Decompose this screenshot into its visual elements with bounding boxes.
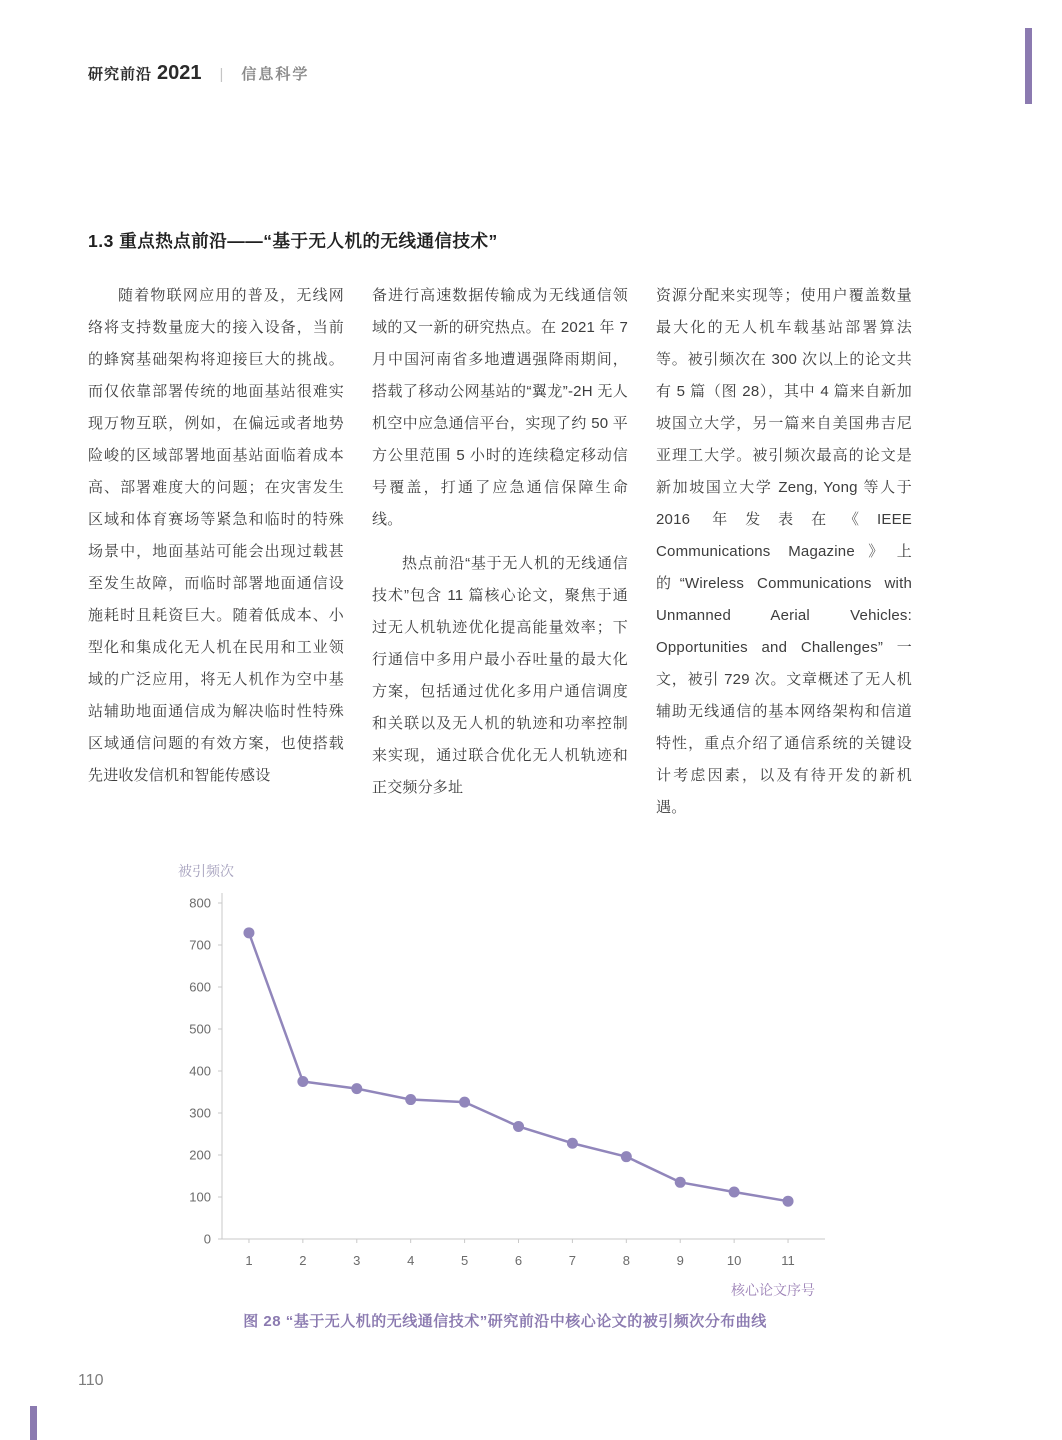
x-tick-label: 3	[353, 1253, 361, 1268]
body-paragraph: 资源分配来实现等；使用户覆盖数量最大化的无人机车载基站部署算法等。被引频次在 300 次以上的论文共有 5 篇（图 28），其中 4 篇来自新加坡国立大学，另一篇来自美国弗吉尼亚理工大学。被引频次最高的论文是新加坡国立大学 Zeng, Yong 等人于 2016 年发表在《IEEE Communications Magazine》上的“Wireless Communications with Unmanned Aerial Vehicles: Opportunities and Challenges” 一文，被引 729 次。文章概述了无人机辅助无线通信的基本网络架构和信道特性，重点介绍了通信系统的关键设计考虑因素，以及有待开发的新机遇。	[656, 287, 912, 816]
body-paragraph: 热点前沿“基于无人机的无线通信技术”包含 11 篇核心论文，聚焦于通过无人机轨迹优化提高能量效率；下行通信中多用户最小吞吐量的最大化方案，包括通过优化多用户通信调度和关联以及无人机的轨迹和功率控制来实现，通过联合优化无人机轨迹和正交频分多址	[372, 555, 628, 796]
text-column-2	[372, 280, 628, 824]
y-tick-label: 200	[189, 1147, 211, 1163]
data-point	[675, 1177, 686, 1188]
y-tick-label: 700	[189, 937, 211, 953]
figure-caption: 图 28 “基于无人机的无线通信技术”研究前沿中核心论文的被引频次分布曲线	[243, 1313, 767, 1330]
x-tick-label: 8	[622, 1253, 630, 1268]
y-tick-label: 500	[189, 1021, 211, 1037]
citation-chart	[150, 860, 850, 1300]
x-axis-title: 核心论文序号	[731, 1282, 815, 1298]
data-line	[249, 933, 788, 1201]
data-point	[513, 1121, 524, 1132]
y-tick-label: 400	[189, 1063, 211, 1079]
body-paragraph: 随着物联网应用的普及，无线网络将支持数量庞大的接入设备，当前的蜂窝基础架构将迎接巨大的挑战。而仅依靠部署传统的地面基站很难实现万物互联，例如，在偏远或者地势险峻的区域部署地面基站面临着成本高、部署难度大的问题；在灾害发生区域和体育赛场等紧急和临时的特殊场景中，地面基站可能会出现过载甚至发生故障，而临时部署地面通信设施耗时且耗资巨大。随着低成本、小型化和集成化无人机在民用和工业领域的广泛应用，将无人机作为空中基站辅助地面通信成为解决临时性特殊区域通信问题的有效方案，也使搭载先进收发信机和智能传感设	[88, 287, 344, 784]
x-tick-label: 1	[245, 1253, 253, 1268]
body-paragraph: 备进行高速数据传输成为无线通信领域的又一新的研究热点。在 2021 年 7 月中国河南省多地遭遇强降雨期间，搭载了移动公网基站的“翼龙”-2H 无人机空中应急通信平台，实现了约 50 平方公里范围 5 小时的连续稳定移动信号覆盖，打通了应急通信保障生命线。	[372, 287, 628, 528]
y-tick-label: 600	[189, 979, 211, 995]
accent-stripe-top	[1025, 28, 1032, 104]
x-tick-label: 4	[407, 1253, 415, 1268]
header-divider: |	[219, 66, 224, 83]
x-tick-label: 7	[568, 1253, 577, 1268]
y-tick-label: 100	[189, 1189, 211, 1205]
data-point	[243, 927, 254, 938]
x-tick-label: 6	[514, 1253, 523, 1268]
x-tick-label: 9	[676, 1253, 684, 1268]
data-point	[405, 1094, 416, 1105]
data-point	[783, 1196, 794, 1207]
accent-stripe-bottom	[30, 1406, 37, 1440]
header-category: 信息科学	[241, 66, 310, 83]
y-tick-label: 800	[189, 895, 211, 911]
x-tick-label: 10	[726, 1253, 742, 1268]
data-point	[729, 1186, 740, 1197]
y-tick-label: 0	[203, 1231, 211, 1247]
text-column-1	[88, 280, 344, 824]
y-axis-title: 被引频次	[178, 863, 234, 879]
header-year: 2021	[157, 62, 202, 84]
data-point	[567, 1138, 578, 1149]
data-point	[297, 1076, 308, 1087]
body-columns	[88, 280, 912, 824]
citation-chart-svg	[150, 860, 850, 1300]
page-number: 110	[78, 1372, 104, 1389]
data-point	[621, 1151, 632, 1162]
x-tick-label: 11	[781, 1253, 795, 1268]
y-tick-label: 300	[189, 1105, 211, 1121]
header-brand: 研究前沿	[88, 66, 153, 83]
data-point	[351, 1083, 362, 1094]
section-title: 1.3 重点热点前沿——“基于无人机的无线通信技术”	[88, 230, 498, 251]
x-tick-label: 5	[460, 1253, 469, 1268]
page-header	[88, 62, 309, 85]
x-tick-label: 2	[299, 1253, 307, 1268]
text-column-3	[656, 280, 912, 824]
data-point	[459, 1097, 470, 1108]
